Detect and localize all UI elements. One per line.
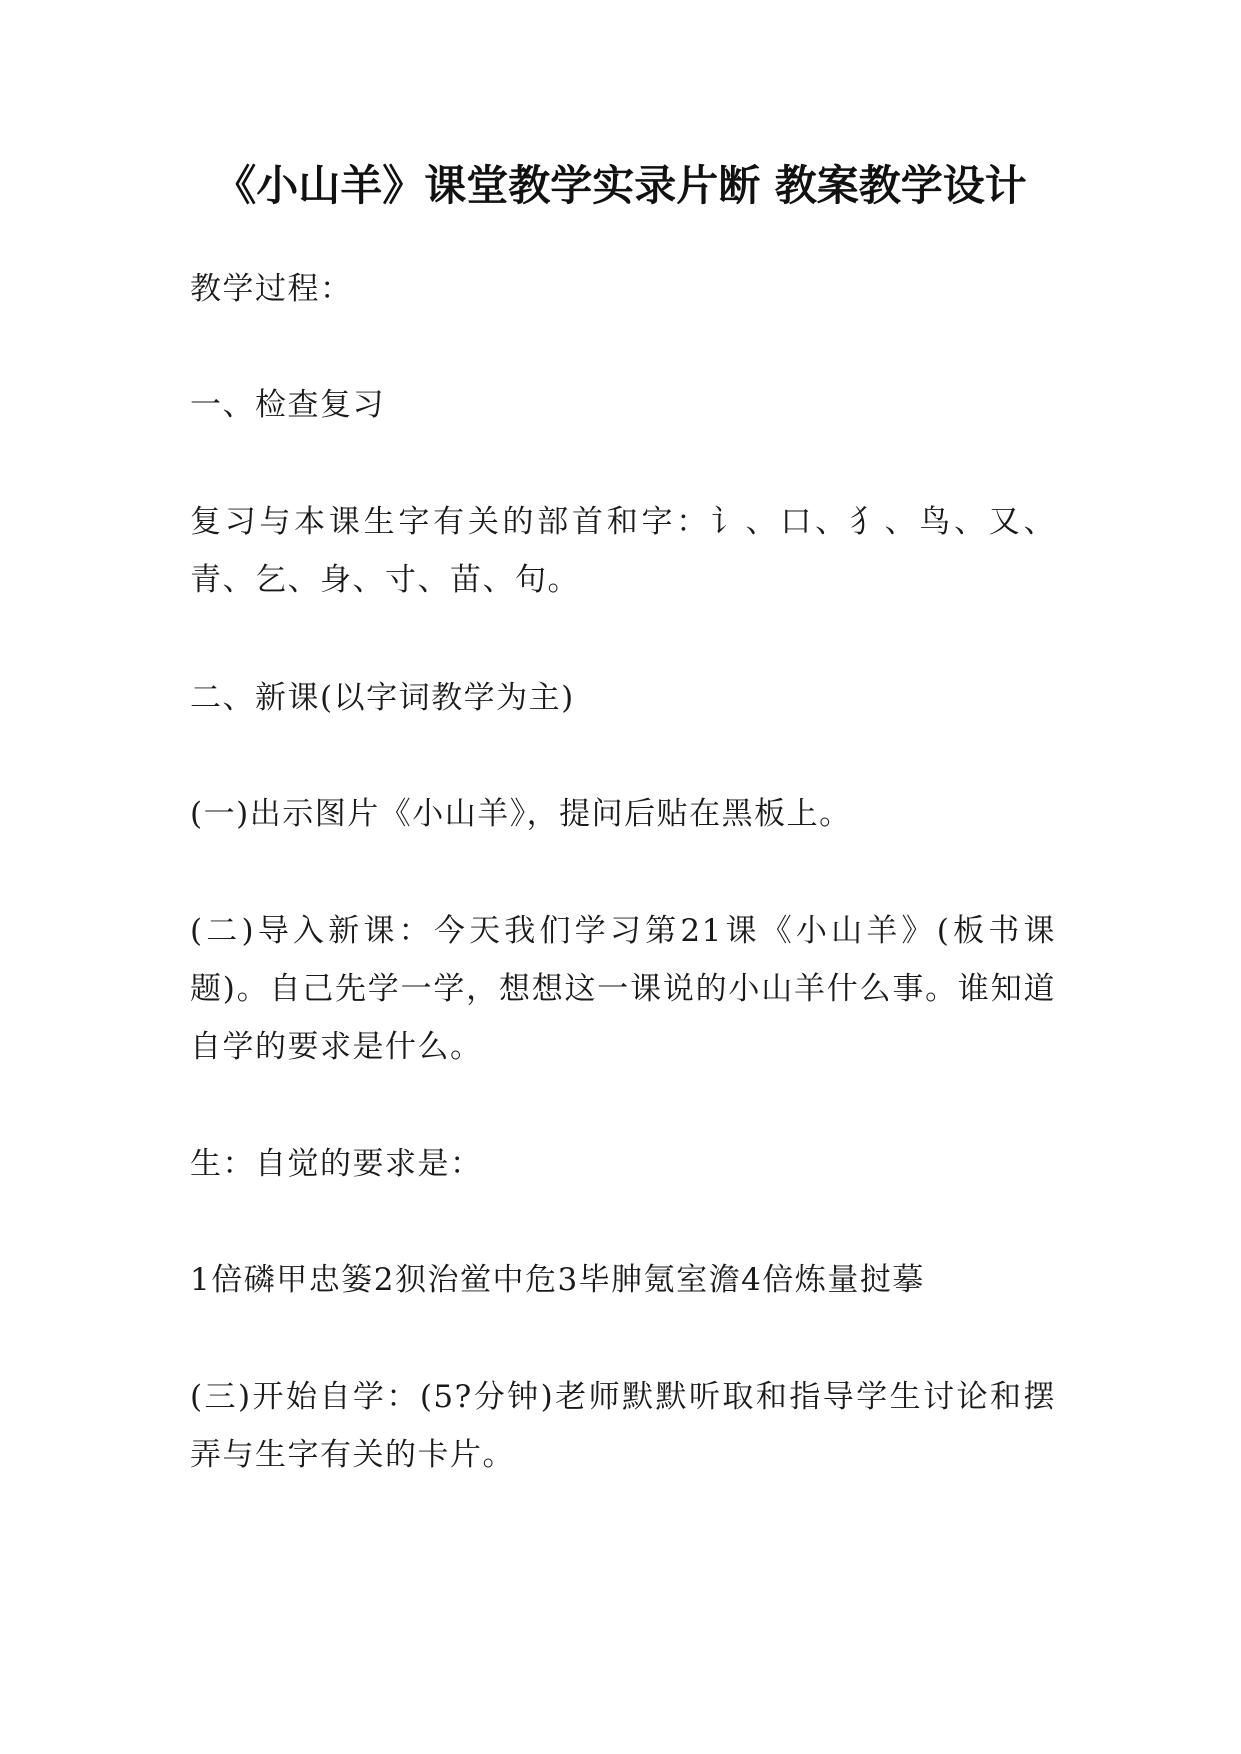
document-title: 《小山羊》课堂教学实录片断 教案教学设计 <box>214 161 1027 210</box>
paragraph-review: 复习与本课生字有关的部首和字：讠、口、犭、鸟、又、青、乞、身、寸、苗、句。 <box>190 504 1056 598</box>
paragraph-section-one: 一、检查复习 <box>190 387 385 423</box>
paragraph-student-answer: 生：自觉的要求是： <box>190 1146 483 1182</box>
paragraph-step-two: (二)导入新课：今天我们学习第21课《小山羊》(板书课题)。自己先学一学，想想这一课说的小山羊什么事。谁知道自学的要求是什么。 <box>190 913 1056 1065</box>
paragraph-requirements: 1倍磷甲忠篓2狈治鲎中危3毕胂氪室澹4倍炼量挝摹 <box>190 1262 925 1298</box>
paragraph-section-two: 二、新课(以字词教学为主) <box>190 680 575 716</box>
paragraph-step-three: (三)开始自学：(5?分钟)老师默默听取和指导学生讨论和摆弄与生字有关的卡片。 <box>190 1379 1056 1473</box>
paragraph-step-one: (一)出示图片《小山羊》，提问后贴在黑板上。 <box>190 796 852 832</box>
paragraph-teaching-process: 教学过程： <box>190 271 353 307</box>
